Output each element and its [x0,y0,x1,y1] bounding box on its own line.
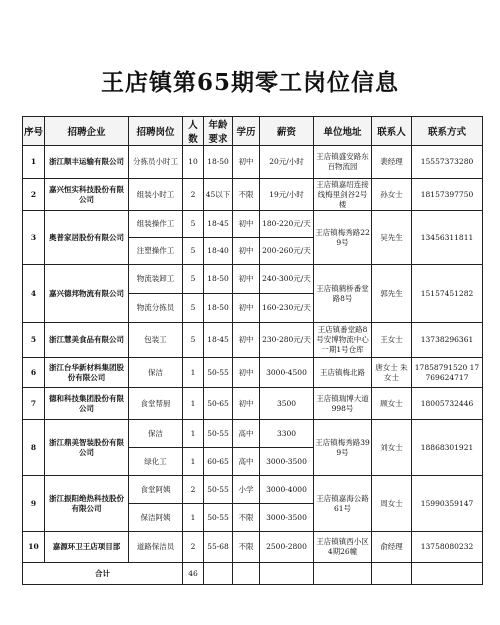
row-contact: 周女士 [372,476,412,532]
header-salary: 薪资 [260,117,314,146]
page-title: 王店镇第65期零工岗位信息 [100,69,399,96]
row-position: 保洁 [129,358,183,388]
row-salary: 3300 [260,420,314,448]
row-phone: 13758080232 [412,532,483,563]
row-count: 2 [183,532,204,563]
row-count: 5 [183,323,204,358]
row-no: 2 [23,179,45,211]
total-empty [204,563,233,585]
row-age: 50-55 [204,420,233,448]
row-salary: 3000-4000 [260,476,314,504]
row-edu: 初中 [233,238,260,265]
row-count: 5 [183,238,204,265]
row-salary: 19元/小时 [260,179,314,211]
row-company: 嘉兴德邦物流有限公司 [45,265,129,323]
row-phone: 18005732446 [412,388,483,420]
table-row [23,211,483,238]
row-count: 1 [183,504,204,532]
row-no: 5 [23,323,45,358]
row-age: 50-55 [204,358,233,388]
row-contact: 唐女士 朱女士 [372,358,412,388]
row-address: 王店镇嘉绍连接线梅里剑谷2号楼 [314,179,372,211]
total-empty [412,563,483,585]
row-count: 2 [183,476,204,504]
table-row [23,532,483,563]
row-age: 45以下 [204,179,233,211]
row-edu: 不限 [233,532,260,563]
row-contact: 郭先生 [372,265,412,323]
row-contact: 吴先生 [372,211,412,265]
row-age: 18-45 [204,211,233,238]
row-edu: 初中 [233,265,260,294]
row-phone: 15557373280 [412,146,483,179]
row-position: 物流分拣员 [129,294,183,323]
total-empty [314,563,372,585]
row-company: 浙江慧美食品有限公司 [45,323,129,358]
row-address: 王店镇梅北路 [314,358,372,388]
row-age: 50-65 [204,388,233,420]
row-position: 组装小时工 [129,179,183,211]
row-age: 50-55 [204,504,233,532]
row-contact: 孙女士 [372,179,412,211]
header-phone: 联系方式 [412,117,483,146]
row-position: 注塑操作工 [129,238,183,265]
row-edu: 高中 [233,420,260,448]
total-row [23,563,483,585]
row-salary: 3500 [260,388,314,420]
row-edu: 不限 [233,504,260,532]
row-company: 德和科技集团股份有限公司 [45,388,129,420]
total-label: 合计 [23,563,183,585]
total-count: 46 [183,563,204,585]
row-count: 1 [183,358,204,388]
row-edu: 初中 [233,323,260,358]
row-address: 王店镇番堂路8号安博物流中心一期1号仓库 [314,323,372,358]
row-count: 1 [183,420,204,448]
row-salary: 3000-3500 [260,448,314,476]
row-no: 8 [23,420,45,476]
header-count: 人数 [183,117,204,146]
row-no: 6 [23,358,45,388]
row-phone: 18868301921 [412,420,483,476]
row-edu: 小学 [233,476,260,504]
row-salary: 3000-4500 [260,358,314,388]
row-count: 10 [183,146,204,179]
row-count: 1 [183,448,204,476]
row-salary: 20元/小时 [260,146,314,179]
row-address: 王店镇镇西小区4期26幢 [314,532,372,563]
header-position: 招聘岗位 [129,117,183,146]
row-salary: 200-260元/天 [260,238,314,265]
row-no: 7 [23,388,45,420]
total-empty [372,563,412,585]
table-row [23,146,483,179]
row-phone: 13456311811 [412,211,483,265]
row-contact: 顾女士 [372,388,412,420]
row-address: 王店镇嘉海公路61号 [314,476,372,532]
row-age: 18-50 [204,146,233,179]
row-edu: 初中 [233,211,260,238]
table-row [23,265,483,294]
row-phone: 15990359147 [412,476,483,532]
row-contact: 裴经理 [372,146,412,179]
row-count: 5 [183,211,204,238]
row-position: 保洁阿姨 [129,504,183,532]
row-salary: 240-300元/天 [260,265,314,294]
row-address: 王店镇瑞博大道998号 [314,388,372,420]
row-age: 55-68 [204,532,233,563]
table-row [23,358,483,388]
row-edu: 不限 [233,179,260,211]
row-address: 王店镇鹤桥番堂路8号 [314,265,372,323]
row-phone: 15157451282 [412,265,483,323]
row-company: 浙江振阳绝热科技股份有限公司 [45,476,129,532]
row-address: 王店镇梅秀路399号 [314,420,372,476]
header-no: 序号 [23,117,45,146]
table-row [23,388,483,420]
total-empty [233,563,260,585]
row-position: 道路保洁员 [129,532,183,563]
table-row [23,476,483,504]
row-company: 浙江顺丰运输有限公司 [45,146,129,179]
row-edu: 初中 [233,358,260,388]
row-position: 食堂帮厨 [129,388,183,420]
table-row [23,323,483,358]
row-address: 王店镇梅秀路229号 [314,211,372,265]
row-no: 3 [23,211,45,265]
header-address: 单位地址 [314,117,372,146]
row-company: 浙江鼎美智装股份有限公司 [45,420,129,476]
row-position: 物流装卸工 [129,265,183,294]
row-count: 2 [183,179,204,211]
row-age: 60-65 [204,448,233,476]
row-edu: 初中 [233,388,260,420]
row-position: 包装工 [129,323,183,358]
row-no: 10 [23,532,45,563]
row-salary: 180-220元/天 [260,211,314,238]
row-company: 浙江台华新材料集团股份有限公司 [45,358,129,388]
total-empty [260,563,314,585]
row-edu: 高中 [233,448,260,476]
row-age: 18-45 [204,323,233,358]
row-count: 5 [183,294,204,323]
job-table [22,116,483,585]
row-count: 1 [183,388,204,420]
row-address: 王店镇盛安路东百物流园 [314,146,372,179]
row-age: 50-55 [204,476,233,504]
row-contact: 刘女士 [372,420,412,476]
row-company: 奥普家居股份有限公司 [45,211,129,265]
row-no: 1 [23,146,45,179]
row-position: 分拣员小时工 [129,146,183,179]
row-no: 9 [23,476,45,532]
row-position: 食堂阿姨 [129,476,183,504]
row-age: 18-50 [204,265,233,294]
header-age: 年龄要求 [204,117,233,146]
row-salary: 230-280元/天 [260,323,314,358]
row-salary: 2500-2800 [260,532,314,563]
row-company: 嘉兴恒实科技股份有限公司 [45,179,129,211]
row-position: 保洁 [129,420,183,448]
row-salary: 3000-3500 [260,504,314,532]
row-no: 4 [23,265,45,323]
header-contact: 联系人 [372,117,412,146]
row-age: 18-50 [204,294,233,323]
row-contact: 王女士 [372,323,412,358]
header-edu: 学历 [233,117,260,146]
header-company: 招聘企业 [45,117,129,146]
row-position: 组装操作工 [129,211,183,238]
row-phone: 13738296361 [412,323,483,358]
row-phone: 18157397750 [412,179,483,211]
row-salary: 160-230元/天 [260,294,314,323]
row-phone: 17858791520 17769624717 [412,358,483,388]
table-row [23,420,483,448]
row-edu: 初中 [233,146,260,179]
row-company: 嘉源环卫王店项目部 [45,532,129,563]
table-row [23,179,483,211]
header-row [23,117,483,146]
row-position: 绿化工 [129,448,183,476]
row-contact: 俞经理 [372,532,412,563]
row-age: 18-40 [204,238,233,265]
row-edu: 初中 [233,294,260,323]
row-count: 5 [183,265,204,294]
